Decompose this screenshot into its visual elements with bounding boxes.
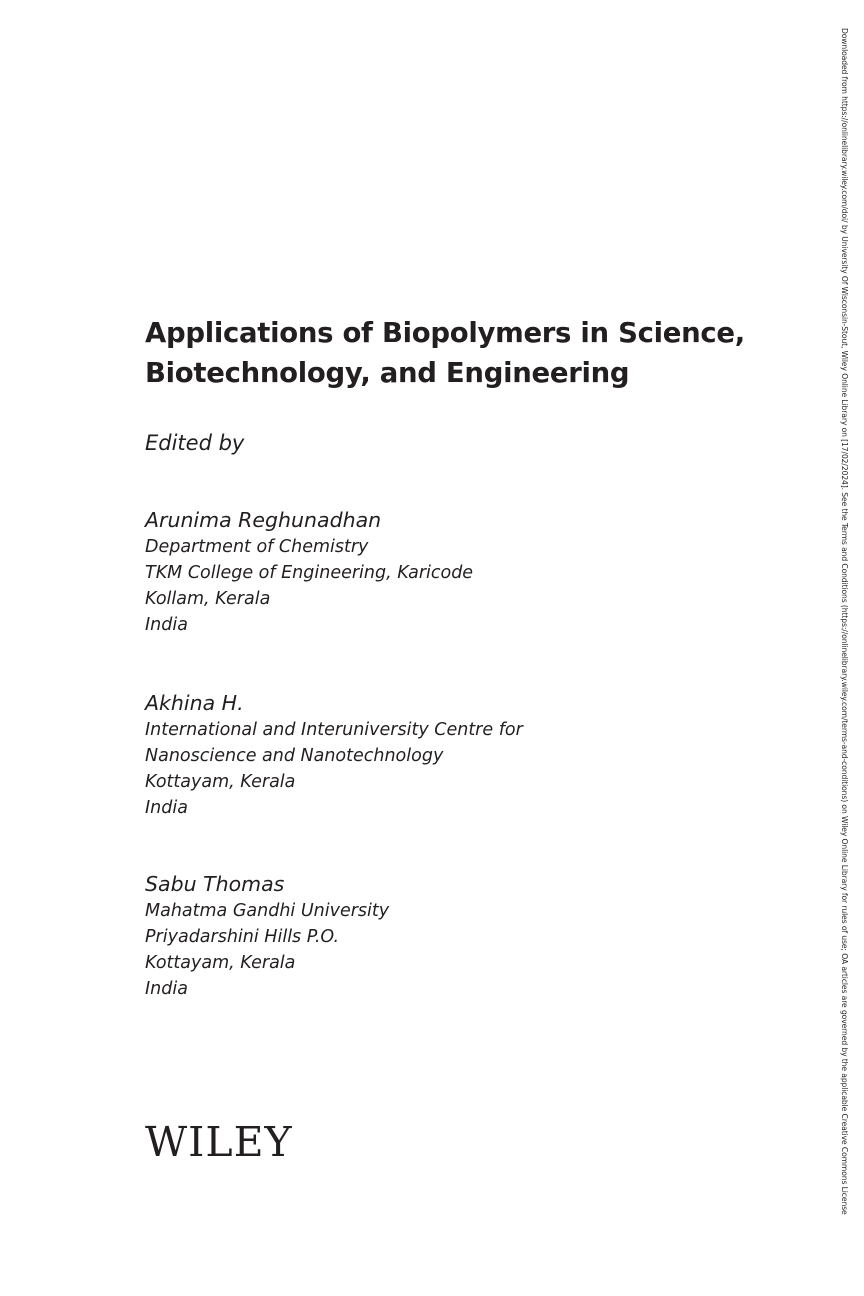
book-title-line-2: Biotechnology, and Engineering xyxy=(145,357,630,389)
editor-name: Akhina H. xyxy=(145,691,244,715)
editor-name: Sabu Thomas xyxy=(145,872,285,896)
editor-affiliation-line: TKM College of Engineering, Karicode xyxy=(145,563,474,583)
editor-affiliation-line: Mahatma Gandhi University xyxy=(145,901,390,921)
editor-affiliation-line: Kottayam, Kerala xyxy=(145,953,296,973)
wiley-logo: WILEY xyxy=(145,1118,293,1166)
editor-affiliation-line: India xyxy=(145,979,188,999)
edited-by-label: Edited by xyxy=(145,431,245,455)
editor-name: Arunima Reghunadhan xyxy=(145,508,382,532)
editor-block xyxy=(145,871,389,1002)
editor-block xyxy=(145,507,473,638)
editor-affiliation-line: India xyxy=(145,798,188,818)
editor-affiliation-line: Nanoscience and Nanotechnology xyxy=(145,746,444,766)
editor-affiliation-line: India xyxy=(145,615,188,635)
editor-affiliation-line: Kollam, Kerala xyxy=(145,589,271,609)
download-notice: Downloaded from https://onlinelibrary.wiley.com/doi/ by University Of Wisconsin-Stout, Wiley Online Library on [17/02/2024]. See the Terms and Conditions (https://onlinelibrary.wiley.com/terms-and-conditions) on Wiley Online Library for rules of use; OA articles are governed by the applicable Creative Commons License xyxy=(840,28,849,1215)
book-title-line-1: Applications of Biopolymers in Science, xyxy=(145,317,745,349)
editor-affiliation-line: Department of Chemistry xyxy=(145,537,369,557)
editor-block xyxy=(145,690,523,821)
editor-affiliation-line: Kottayam, Kerala xyxy=(145,772,296,792)
editor-affiliation-line: Priyadarshini Hills P.O. xyxy=(145,927,340,947)
book-title xyxy=(145,313,785,393)
editor-affiliation-line: International and Interuniversity Centre for xyxy=(145,720,523,740)
